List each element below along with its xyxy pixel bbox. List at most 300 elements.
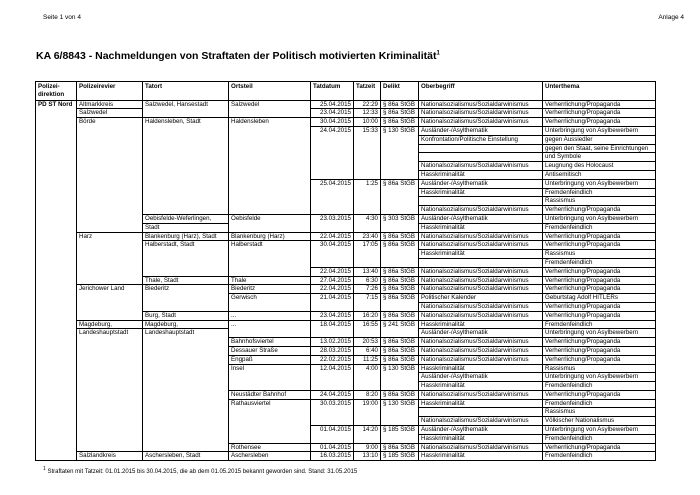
cell-delikt: § 86a StGB [381,294,419,303]
cell-tatdatum [311,197,354,206]
cell-tatort [143,355,229,364]
cell-oberbegriff: Nationalsozialismus/Sozialdarwinismus [419,346,543,355]
table-row [36,162,656,171]
cell-direktion [36,426,77,435]
cell-ortsteil: Dessauer Straße [229,346,311,355]
cell-tatdatum [311,170,354,179]
cell-oberbegriff: Politischer Kalender [419,294,543,303]
cell-unterthema: Rassismus [543,197,656,206]
cell-ortsteil [229,408,311,417]
cell-revier [77,443,143,452]
cell-tatzeit [354,434,381,443]
cell-tatort: Stadt [143,223,229,232]
cell-delikt [381,144,419,153]
cell-oberbegriff [419,258,543,267]
cell-unterthema: Unterbringung von Asylbewerbern [543,426,656,435]
cell-oberbegriff: Nationalsozialismus/Sozialdarwinismus [419,100,543,109]
col-header-tatort: Tatort [143,82,229,101]
cell-ortsteil [229,162,311,171]
cell-ortsteil: Biederitz [229,285,311,294]
cell-revier: Salzwedel [77,109,143,118]
cell-delikt: § 86a StGB [381,118,419,127]
page-title [36,50,440,62]
cell-ortsteil [229,135,311,144]
cell-direktion [36,285,77,294]
cell-unterthema: Rassismus [543,408,656,417]
cell-tatort [143,373,229,382]
cell-revier: Jerichower Land [77,285,143,294]
cell-tatort [143,179,229,188]
cell-oberbegriff [419,408,543,417]
cell-delikt [381,206,419,215]
cell-unterthema: Fremdenfeindlich [543,399,656,408]
cell-revier [77,241,143,250]
cell-unterthema: Rassismus [543,364,656,373]
cell-tatort [143,294,229,303]
cell-unterthema: Verherrlichung/Propaganda [543,232,656,241]
cell-revier [77,364,143,373]
cell-ortsteil: Rathausviertel [229,399,311,408]
cell-delikt [381,258,419,267]
cell-unterthema: Verherrlichung/Propaganda [543,100,656,109]
cell-tatzeit: 4:30 [354,214,381,223]
cell-tatort: Biederitz [143,285,229,294]
cell-ortsteil [229,206,311,215]
cell-delikt: § 241 StGB [381,320,419,329]
cell-tatdatum: 23.04.2015 [311,311,354,320]
cell-ortsteil [229,223,311,232]
cell-revier [77,426,143,435]
cell-direktion [36,206,77,215]
cell-direktion [36,258,77,267]
cell-tatzeit: 4:00 [354,364,381,373]
cell-direktion [36,390,77,399]
cell-tatdatum: 23.04.2015 [311,109,354,118]
cell-revier [77,170,143,179]
cell-tatzeit [354,258,381,267]
cell-tatzeit [354,197,381,206]
cell-unterthema: Geburtstag Adolf HITLERs [543,294,656,303]
cell-tatdatum [311,206,354,215]
cell-delikt: § 130 StGB [381,364,419,373]
cell-oberbegriff: Nationalsozialismus/Sozialdarwinismus [419,390,543,399]
cell-tatdatum: 13.02.2015 [311,338,354,347]
title-footnote-mark: 1 [436,50,440,57]
cell-unterthema: Verherrlichung/Propaganda [543,267,656,276]
table-row [36,267,656,276]
cell-ortsteil [229,197,311,206]
table-row [36,355,656,364]
footnote [43,466,357,475]
cell-tatdatum: 12.04.2015 [311,364,354,373]
cell-unterthema: Unterbringung von Asylbewerbern [543,179,656,188]
cell-revier [77,276,143,285]
cell-ortsteil [229,329,311,338]
cell-revier [77,197,143,206]
col-header-delikt: Delikt [381,82,419,101]
cell-ortsteil: ... [229,320,311,329]
cell-tatzeit [354,188,381,197]
cell-revier [77,346,143,355]
cell-tatort: Salzwedel, Hansestadt [143,100,229,109]
table-row [36,285,656,294]
cell-tatort [143,434,229,443]
cell-tatzeit: 22:29 [354,100,381,109]
cell-ortsteil: Haldensleben [229,118,311,127]
cell-tatort [143,364,229,373]
cell-tatzeit: 19:00 [354,399,381,408]
col-header-revier: Polizeirevier [77,82,143,101]
cell-tatort [143,162,229,171]
cell-tatdatum [311,329,354,338]
cell-tatort: Magdeburg, [143,320,229,329]
cell-tatort [143,144,229,153]
cell-oberbegriff: Nationalsozialismus/Sozialdarwinismus [419,276,543,285]
cell-tatort [143,338,229,347]
table-row [36,258,656,267]
cell-oberbegriff: Ausländer-/Asylthematik [419,426,543,435]
cell-tatzeit: 13:10 [354,452,381,461]
cell-delikt: § 86a StGB [381,338,419,347]
table-row [36,382,656,391]
cell-delikt [381,408,419,417]
cell-revier: Harz [77,232,143,241]
cell-tatzeit [354,329,381,338]
col-header-tatdatum: Tatdatum [311,82,354,101]
cell-revier [77,373,143,382]
cell-delikt: § 86a StGB [381,285,419,294]
cell-delikt: § 86a StGB [381,355,419,364]
table-row [36,426,656,435]
cell-revier: Börde [77,118,143,127]
cell-oberbegriff: Nationalsozialismus/Sozialdarwinismus [419,311,543,320]
cell-tatdatum [311,223,354,232]
cell-delikt: § 86a StGB [381,100,419,109]
cell-tatzeit: 14:20 [354,426,381,435]
cell-direktion [36,188,77,197]
cell-tatort [143,346,229,355]
cell-tatzeit [354,162,381,171]
cell-tatort [143,390,229,399]
cell-unterthema: Unterbringung von Asylbewerbern [543,373,656,382]
cell-unterthema: Völkischer Nationalismus [543,417,656,426]
cell-ortsteil: Insel [229,364,311,373]
cell-tatort: Haldensleben, Stadt [143,118,229,127]
cell-unterthema: und Symbole [543,153,656,162]
cell-oberbegriff: Nationalsozialismus/Sozialdarwinismus [419,206,543,215]
cell-revier [77,382,143,391]
table-row [36,399,656,408]
cell-delikt [381,135,419,144]
table-row [36,197,656,206]
cell-oberbegriff: Konfrontation/Politische Einstellung [419,135,543,144]
cell-unterthema: Unterbringung von Asylbewerbern [543,126,656,135]
cell-delikt: § 185 StGB [381,452,419,461]
cell-oberbegriff: Hasskriminalität [419,320,543,329]
cell-delikt: § 86a StGB [381,267,419,276]
cell-oberbegriff: Hasskriminalität [419,223,543,232]
cell-unterthema: Fremdenfeindlich [543,258,656,267]
cell-tatort [143,170,229,179]
cell-revier [77,294,143,303]
cell-unterthema: Verherrlichung/Propaganda [543,311,656,320]
cell-unterthema: Verherrlichung/Propaganda [543,443,656,452]
cell-tatzeit [354,135,381,144]
cell-ortsteil [229,250,311,259]
cell-tatdatum: 27.04.2015 [311,276,354,285]
table-row [36,417,656,426]
cell-unterthema: Verherrlichung/Propaganda [543,338,656,347]
cell-tatort [143,258,229,267]
cell-revier [77,206,143,215]
cell-tatdatum [311,373,354,382]
table-row [36,452,656,461]
cell-tatort [143,426,229,435]
cell-tatdatum: 22.02.2015 [311,355,354,364]
cell-unterthema: Verherrlichung/Propaganda [543,276,656,285]
cell-direktion: PD ST Nord [36,100,77,109]
cell-delikt [381,434,419,443]
cell-unterthema: Fremdenfeindlich [543,382,656,391]
cell-tatdatum: 16.03.2015 [311,452,354,461]
table-row [36,434,656,443]
cell-delikt [381,417,419,426]
cell-oberbegriff: Nationalsozialismus/Sozialdarwinismus [419,109,543,118]
cell-direktion [36,250,77,259]
cell-tatort [143,126,229,135]
cell-ortsteil: Blankenburg (Harz) [229,232,311,241]
cell-tatort: Blankenburg (Harz), Stadt [143,232,229,241]
cell-delikt: § 86a StGB [381,232,419,241]
table-row [36,302,656,311]
table-row [36,241,656,250]
cell-revier [77,355,143,364]
cell-tatdatum: 25.04.2015 [311,179,354,188]
cell-revier [77,338,143,347]
cell-ortsteil [229,258,311,267]
col-header-direktion: Polizei- direktion [36,82,77,101]
cell-tatort [143,206,229,215]
cell-unterthema: Fremdenfeindlich [543,452,656,461]
cell-tatort [143,250,229,259]
cell-delikt: § 86a StGB [381,311,419,320]
cell-direktion [36,355,77,364]
cell-tatdatum: 23.03.2015 [311,214,354,223]
cell-direktion [36,126,77,135]
cell-direktion [36,399,77,408]
cell-tatort: Aschersleben, Stadt [143,452,229,461]
cell-unterthema: Rassismus [543,250,656,259]
cell-direktion [36,373,77,382]
cell-ortsteil [229,267,311,276]
cell-unterthema: Verherrlichung/Propaganda [543,355,656,364]
cell-ortsteil: Rothensee [229,443,311,452]
cell-revier [77,144,143,153]
cell-tatdatum: 30.03.2015 [311,399,354,408]
cell-revier [77,311,143,320]
cell-ortsteil: Halberstadt [229,241,311,250]
cell-tatzeit [354,408,381,417]
cell-oberbegriff: Nationalsozialismus/Sozialdarwinismus [419,338,543,347]
cell-delikt: § 86a StGB [381,109,419,118]
cell-ortsteil [229,126,311,135]
cell-unterthema: Verherrlichung/Propaganda [543,241,656,250]
cell-ortsteil: Engpaß [229,355,311,364]
cell-direktion [36,179,77,188]
cell-revier [77,153,143,162]
table-row [36,311,656,320]
table-row [36,214,656,223]
table-row [36,170,656,179]
cell-unterthema: Fremdenfeindlich [543,188,656,197]
cell-ortsteil: Gerwisch [229,294,311,303]
cell-direktion [36,162,77,171]
table-row [36,276,656,285]
table-header-row [36,82,656,101]
cell-ortsteil: ... [229,311,311,320]
cell-revier [77,223,143,232]
cell-oberbegriff: Nationalsozialismus/Sozialdarwinismus [419,241,543,250]
table-row [36,109,656,118]
cell-delikt [381,250,419,259]
cell-direktion [36,214,77,223]
cell-tatdatum [311,417,354,426]
cell-direktion [36,417,77,426]
cell-direktion [36,294,77,303]
cell-tatzeit: 7:26 [354,285,381,294]
cell-unterthema: Verherrlichung/Propaganda [543,302,656,311]
cell-tatort: Halberstadt, Stadt [143,241,229,250]
cell-oberbegriff: Nationalsozialismus/Sozialdarwinismus [419,443,543,452]
cell-ortsteil [229,382,311,391]
table-row [36,329,656,338]
cell-tatzeit [354,153,381,162]
cell-delikt [381,373,419,382]
cell-delikt [381,170,419,179]
table-row [36,390,656,399]
cell-tatzeit [354,373,381,382]
cell-tatzeit [354,206,381,215]
col-header-ortsteil: Ortsteil [229,82,311,101]
cell-tatzeit: 16:20 [354,311,381,320]
cell-unterthema: Verherrlichung/Propaganda [543,390,656,399]
cell-tatdatum: 22.04.2015 [311,285,354,294]
cell-direktion [36,241,77,250]
cell-delikt [381,382,419,391]
cell-oberbegriff: Nationalsozialismus/Sozialdarwinismus [419,355,543,364]
cell-tatdatum: 30.04.2015 [311,241,354,250]
cell-unterthema: Verherrlichung/Propaganda [543,109,656,118]
table-row [36,443,656,452]
table-row [36,126,656,135]
table-row [36,338,656,347]
cell-oberbegriff: Ausländer-/Asylthematik [419,214,543,223]
cell-tatort [143,197,229,206]
cell-tatzeit: 13:40 [354,267,381,276]
cell-ortsteil [229,179,311,188]
cell-ortsteil [229,434,311,443]
table-row [36,206,656,215]
cell-revier [77,188,143,197]
cell-tatort: Thale, Stadt [143,276,229,285]
cell-delikt: § 185 StGB [381,426,419,435]
cell-direktion [36,443,77,452]
cell-delikt: § 86a StGB [381,276,419,285]
cell-ortsteil [229,302,311,311]
cell-direktion [36,338,77,347]
cell-oberbegriff: Ausländer-/Asylthematik [419,126,543,135]
col-header-oberbegriff: Oberbegriff [419,82,543,101]
cell-delikt: § 303 StGB [381,214,419,223]
cell-oberbegriff: Nationalsozialismus/Sozialdarwinismus [419,302,543,311]
cell-tatzeit [354,417,381,426]
cell-tatdatum: 21.04.2015 [311,294,354,303]
cell-ortsteil [229,373,311,382]
cell-oberbegriff [419,197,543,206]
cell-revier [77,399,143,408]
cell-oberbegriff: Hasskriminalität [419,399,543,408]
cell-tatdatum [311,250,354,259]
cell-tatdatum: 18.04.2015 [311,320,354,329]
title-text: KA 6/8843 - Nachmeldungen von Straftaten der Politisch motivierten Kriminalität [36,50,437,62]
cell-unterthema: Leugnung des Holocaust [543,162,656,171]
cell-tatzeit: 11:25 [354,355,381,364]
annex-label: Anlage 4 [658,14,684,21]
cell-tatzeit: 20:53 [354,338,381,347]
table-row [36,373,656,382]
table-row [36,294,656,303]
cell-oberbegriff [419,153,543,162]
cell-oberbegriff: Nationalsozialismus/Sozialdarwinismus [419,417,543,426]
table-row [36,179,656,188]
cell-tatzeit [354,302,381,311]
cell-tatdatum: 25.04.2015 [311,100,354,109]
cell-tatort [143,267,229,276]
cell-unterthema: Verherrlichung/Propaganda [543,118,656,127]
cell-tatzeit [354,382,381,391]
cell-revier [77,434,143,443]
cell-ortsteil: Salzwedel [229,100,311,109]
cell-tatort [143,443,229,452]
cell-delikt [381,188,419,197]
cell-oberbegriff: Ausländer-/Asylthematik [419,373,543,382]
cell-ortsteil [229,188,311,197]
cell-revier [77,250,143,259]
cell-tatdatum: 22.04.2015 [311,267,354,276]
cell-direktion [36,153,77,162]
cell-direktion [36,232,77,241]
cell-revier [77,162,143,171]
cell-delikt [381,197,419,206]
table-row [36,135,656,144]
cell-unterthema: Verherrlichung/Propaganda [543,206,656,215]
cell-delikt [381,223,419,232]
cell-ortsteil [229,144,311,153]
cell-oberbegriff [419,144,543,153]
cell-oberbegriff: Nationalsozialismus/Sozialdarwinismus [419,232,543,241]
cell-oberbegriff: Hasskriminalität [419,382,543,391]
cell-tatzeit: 7:15 [354,294,381,303]
cell-revier: Altmarkkreis [77,100,143,109]
cell-tatort [143,382,229,391]
cell-delikt: § 86a StGB [381,390,419,399]
cell-tatzeit [354,223,381,232]
cell-ortsteil [229,109,311,118]
cell-unterthema: gegen Aussiedler [543,135,656,144]
offenses-table [35,81,656,461]
cell-tatdatum: 22.04.2015 [311,232,354,241]
cell-direktion [36,408,77,417]
